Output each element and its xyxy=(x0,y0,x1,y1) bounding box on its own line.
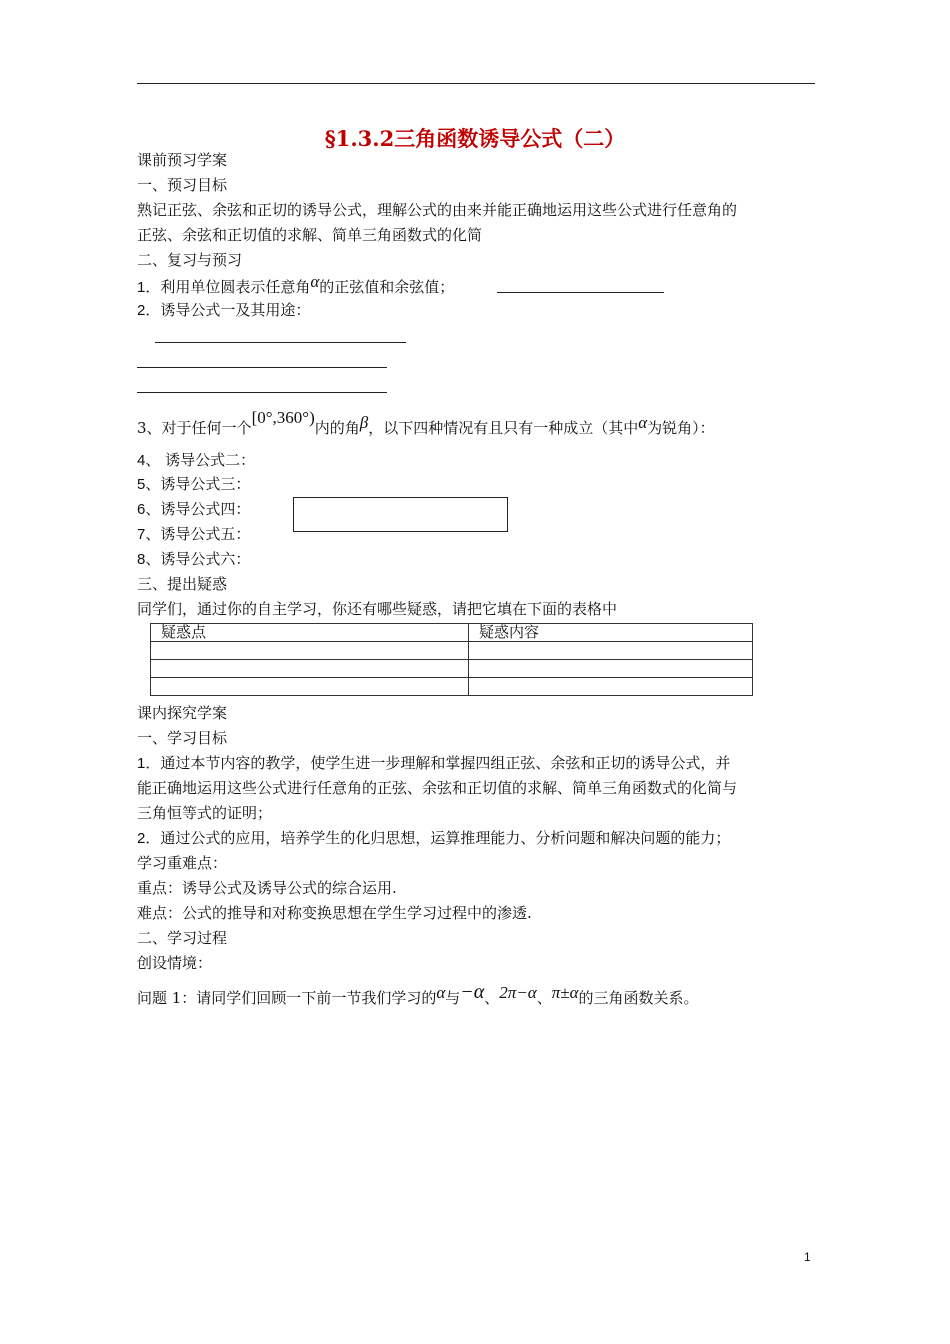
table-header-doubt-content: 疑惑内容 xyxy=(469,624,753,642)
question-1-number: 1． xyxy=(137,279,161,296)
table-cell[interactable] xyxy=(469,678,753,696)
interval-expression: [0°,360°) xyxy=(251,408,315,427)
question-3-text: 对于任何一个 xyxy=(161,419,252,437)
page-title: §1.3.2三角函数诱导公式（二） xyxy=(324,126,626,151)
key-points-label: 学习重难点： xyxy=(137,854,228,872)
header-rule xyxy=(137,83,815,84)
formula-item-text: 诱导公式五： xyxy=(160,525,251,543)
goal-2 xyxy=(137,831,730,846)
answer-blank-2a[interactable] xyxy=(155,342,406,343)
preview-goal-line1: 熟记正弦、余弦和正切的诱导公式，理解公式的由来并能正确地运用这些公式进行任意角的 xyxy=(137,201,738,219)
goal-1-line2: 能正确地运用这些公式进行任意角的正弦、余弦和正切值的求解、简单三角函数式的化简与 xyxy=(137,779,738,797)
beta-symbol: β xyxy=(359,413,369,432)
separator: 、 xyxy=(536,989,552,1007)
preview-goal-label: 一、预习目标 xyxy=(137,176,228,194)
goal-1-line3: 三角恒等式的证明； xyxy=(137,804,273,822)
goal-2-number: 2． xyxy=(137,830,161,847)
formula-item-4 xyxy=(137,453,255,468)
question-1-suffix: 的正弦值和余弦值； xyxy=(319,278,455,296)
questions-instruction: 同学们，通过你的自主学习，你还有哪些疑惑，请把它填在下面的表格中 xyxy=(137,600,618,618)
table-cell[interactable] xyxy=(151,678,469,696)
table-row xyxy=(151,660,753,678)
table-cell[interactable] xyxy=(469,642,753,660)
doubts-table xyxy=(150,623,753,696)
formula-item-5 xyxy=(137,477,250,492)
formula-item-text: 诱导公式二： xyxy=(160,451,256,469)
table-header-row xyxy=(151,624,753,642)
inclass-heading: 课内探究学案 xyxy=(137,704,228,722)
table-cell[interactable] xyxy=(151,660,469,678)
question-1 xyxy=(137,272,455,296)
formula-item-6 xyxy=(137,502,250,517)
formula-item-text: 诱导公式四： xyxy=(160,500,251,518)
goal-1-number: 1． xyxy=(137,755,161,772)
question-2-text: 诱导公式一及其用途： xyxy=(160,301,311,319)
table-row xyxy=(151,678,753,696)
problem-1-conj: 与 xyxy=(445,989,461,1007)
question-3 xyxy=(137,408,715,437)
formula-answer-box[interactable] xyxy=(293,497,508,532)
preview-goal-line2: 正弦、余弦和正切值的求解、简单三角函数式的化简 xyxy=(137,226,483,244)
formula-item-number: 4、 xyxy=(137,452,161,469)
pi-plus-minus-alpha-expression: π±α xyxy=(551,983,579,1002)
problem-1-suffix: 的三角函数关系。 xyxy=(578,989,699,1007)
formula-item-number: 7、 xyxy=(137,526,161,543)
table-row xyxy=(151,642,753,660)
alpha-symbol: α xyxy=(436,983,446,1002)
table-cell[interactable] xyxy=(151,642,469,660)
separator: 、 xyxy=(484,989,500,1007)
question-3-post: ，以下四种情况有且只有一种成立（其中 xyxy=(368,419,639,437)
question-2-number: 2． xyxy=(137,302,161,319)
page-number: 1 xyxy=(804,1250,811,1264)
scenario-label: 创设情境： xyxy=(137,954,213,972)
formula-item-number: 5、 xyxy=(137,476,161,493)
table-header-doubt-point: 疑惑点 xyxy=(151,624,469,642)
goal-1-text: 通过本节内容的教学，使学生进一步理解和掌握四组正弦、余弦和正切的诱导公式，并 xyxy=(160,754,731,772)
formula-item-text: 诱导公式三： xyxy=(160,475,251,493)
alpha-symbol: α xyxy=(310,272,320,291)
questions-label: 三、提出疑惑 xyxy=(137,575,228,593)
problem-1-text: 问题 1：请同学们回顾一下前一节我们学习的 xyxy=(137,989,437,1007)
formula-item-8 xyxy=(137,552,250,567)
formula-item-number: 8、 xyxy=(137,551,161,568)
answer-blank-2b[interactable] xyxy=(137,367,387,368)
problem-1 xyxy=(137,981,699,1007)
question-1-text: 利用单位圆表示任意角 xyxy=(160,278,311,296)
formula-item-text: 诱导公式六： xyxy=(160,550,251,568)
question-3-end: 为锐角）： xyxy=(647,419,715,437)
neg-alpha-expression: −α xyxy=(460,981,485,1003)
formula-item-number: 6、 xyxy=(137,501,161,518)
answer-blank-2c[interactable] xyxy=(137,392,387,393)
learning-goal-label: 一、学习目标 xyxy=(137,729,228,747)
formula-item-7 xyxy=(137,527,250,542)
answer-blank-1[interactable] xyxy=(497,292,664,293)
question-3-mid: 内的角 xyxy=(314,419,360,437)
two-pi-minus-alpha-expression: 2π−α xyxy=(499,983,537,1002)
goal-1-line1 xyxy=(137,756,730,771)
question-2 xyxy=(137,303,310,318)
table-cell[interactable] xyxy=(469,660,753,678)
question-3-number: 3、 xyxy=(137,419,162,437)
difficulty-point: 难点：公式的推导和对称变换思想在学生学习过程中的渗透. xyxy=(137,904,532,922)
goal-2-text: 通过公式的应用，培养学生的化归思想，运算推理能力、分析问题和解决问题的能力； xyxy=(160,829,731,847)
preview-heading: 课前预习学案 xyxy=(137,151,228,169)
alpha-symbol: α xyxy=(638,413,648,432)
process-label: 二、学习过程 xyxy=(137,929,228,947)
review-label: 二、复习与预习 xyxy=(137,251,243,269)
key-point: 重点：诱导公式及诱导公式的综合运用. xyxy=(137,879,397,897)
